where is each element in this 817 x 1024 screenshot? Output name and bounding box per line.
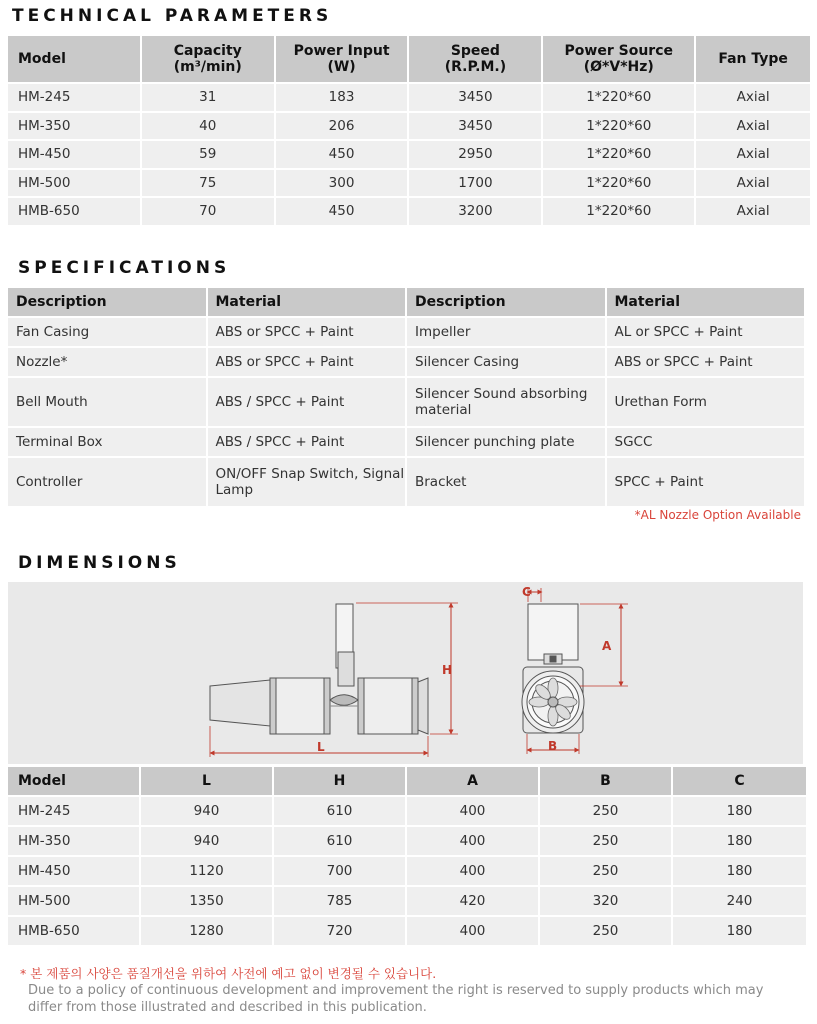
cell-model: HM-500 — [8, 170, 140, 197]
cell-b: 250 — [540, 857, 671, 885]
cell-speed: 3200 — [409, 198, 541, 225]
cell-b: 250 — [540, 797, 671, 825]
cell-fan-type: Axial — [696, 198, 810, 225]
cell-fan-type: Axial — [696, 113, 810, 140]
specifications-table — [6, 286, 806, 508]
header-power: Power Input (W) — [276, 36, 408, 82]
cell-l: 940 — [141, 827, 272, 855]
side-view — [210, 604, 428, 734]
cell-model: HM-500 — [8, 887, 139, 915]
cell-b: 250 — [540, 917, 671, 945]
cell-material: ABS / SPCC + Paint — [208, 378, 406, 426]
cell-h: 610 — [274, 797, 405, 825]
header-capacity: Capacity (m³/min) — [142, 36, 274, 82]
footer-korean-note: * 본 제품의 사양은 품질개선을 위하여 사전에 예고 없이 변경될 수 있습니다. — [20, 966, 437, 981]
cell-l: 1120 — [141, 857, 272, 885]
table-row — [8, 887, 806, 915]
cell-b: 250 — [540, 827, 671, 855]
cell-material: SGCC — [607, 428, 805, 456]
header-speed-unit: (R.P.M.) — [444, 59, 507, 75]
cell-l: 1280 — [141, 917, 272, 945]
table-row — [8, 428, 804, 456]
cell-material: AL or SPCC + Paint — [607, 318, 805, 346]
header-model: Model — [8, 767, 139, 795]
cell-power: 206 — [276, 113, 408, 140]
dimensions-diagram — [8, 582, 803, 764]
cell-description: Fan Casing — [8, 318, 206, 346]
terminal-box — [528, 604, 578, 660]
cell-description: Impeller — [407, 318, 605, 346]
cell-model: HM-245 — [8, 84, 140, 111]
cell-a: 420 — [407, 887, 538, 915]
table-row — [8, 170, 810, 197]
cell-material: ABS or SPCC + Paint — [607, 348, 805, 376]
header-model: Model — [8, 36, 140, 82]
table-row — [8, 141, 810, 168]
cell-source: 1*220*60 — [543, 113, 694, 140]
cell-c: 180 — [673, 797, 806, 825]
cell-c: 180 — [673, 827, 806, 855]
cell-description: Bell Mouth — [8, 378, 206, 426]
impeller-shape — [330, 695, 358, 706]
cell-model: HM-350 — [8, 113, 140, 140]
cell-capacity: 40 — [142, 113, 274, 140]
cell-model: HMB-650 — [8, 917, 139, 945]
cell-c: 180 — [673, 917, 806, 945]
cell-l: 1350 — [141, 887, 272, 915]
header-speed: Speed (R.P.M.) — [409, 36, 541, 82]
dimension-label-h: H — [442, 663, 453, 677]
cell-h: 700 — [274, 857, 405, 885]
cell-capacity: 70 — [142, 198, 274, 225]
cell-description: Nozzle* — [8, 348, 206, 376]
cell-material: Urethan Form — [607, 378, 805, 426]
cell-description: Silencer Casing — [407, 348, 605, 376]
dimension-label-a: A — [602, 639, 612, 653]
cell-model: HM-450 — [8, 141, 140, 168]
table-row — [8, 348, 804, 376]
cell-speed: 1700 — [409, 170, 541, 197]
silencer-casing — [358, 678, 418, 734]
table-header-row — [8, 767, 806, 795]
cell-power: 300 — [276, 170, 408, 197]
specifications-title: SPECIFICATIONS — [18, 258, 231, 278]
header-h: H — [274, 767, 405, 795]
dimensions-title: DIMENSIONS — [18, 553, 181, 573]
table-row — [8, 827, 806, 855]
cell-a: 400 — [407, 857, 538, 885]
bell-mouth-shape — [418, 678, 428, 734]
cell-fan-type: Axial — [696, 84, 810, 111]
cell-a: 400 — [407, 827, 538, 855]
dimension-label-c: C — [522, 585, 531, 599]
header-description: Description — [407, 288, 605, 316]
cell-material: ABS / SPCC + Paint — [208, 428, 406, 456]
header-source-unit: (Ø*V*Hz) — [583, 59, 654, 75]
header-a: A — [407, 767, 538, 795]
cell-speed: 3450 — [409, 84, 541, 111]
cell-capacity: 75 — [142, 170, 274, 197]
dimensions-table — [6, 765, 808, 947]
cell-l: 940 — [141, 797, 272, 825]
table-header-row — [8, 288, 804, 316]
table-row — [8, 917, 806, 945]
table-row — [8, 857, 806, 885]
cell-source: 1*220*60 — [543, 198, 694, 225]
table-row — [8, 198, 810, 225]
cell-h: 785 — [274, 887, 405, 915]
table-header-row — [8, 36, 810, 82]
bracket — [338, 652, 354, 686]
fan-drawing — [8, 582, 803, 764]
cell-description: Terminal Box — [8, 428, 206, 456]
cell-h: 720 — [274, 917, 405, 945]
nozzle-shape — [210, 680, 270, 726]
technical-parameters-title: TECHNICAL PARAMETERS — [12, 6, 333, 26]
table-row — [8, 378, 804, 426]
cell-speed: 3450 — [409, 113, 541, 140]
cell-model: HM-245 — [8, 797, 139, 825]
cell-source: 1*220*60 — [543, 141, 694, 168]
cell-model: HM-350 — [8, 827, 139, 855]
cell-power: 183 — [276, 84, 408, 111]
cell-h: 610 — [274, 827, 405, 855]
header-material: Material — [208, 288, 406, 316]
footer-disclaimer: Due to a policy of continuous development and improvement the right is reserved to supply products which may differ from those illustrated and described in this publication. — [28, 983, 764, 1015]
table-row — [8, 318, 804, 346]
cell-fan-type: Axial — [696, 141, 810, 168]
cell-speed: 2950 — [409, 141, 541, 168]
technical-parameters-table — [6, 34, 812, 227]
cell-source: 1*220*60 — [543, 84, 694, 111]
header-l: L — [141, 767, 272, 795]
front-view — [522, 604, 584, 733]
header-c: C — [673, 767, 806, 795]
table-row — [8, 458, 804, 506]
table-row — [8, 84, 810, 111]
header-description: Description — [8, 288, 206, 316]
cell-model: HMB-650 — [8, 198, 140, 225]
nozzle-option-note: *AL Nozzle Option Available — [634, 508, 801, 522]
dimension-label-l: L — [317, 740, 325, 754]
fan-casing — [270, 678, 330, 734]
header-material: Material — [607, 288, 805, 316]
dimension-label-b: B — [548, 739, 558, 753]
cell-description: Silencer punching plate — [407, 428, 605, 456]
header-b: B — [540, 767, 671, 795]
header-fan-type: Fan Type — [696, 36, 810, 82]
cell-description: Bracket — [407, 458, 605, 506]
header-power-unit: (W) — [327, 59, 356, 75]
header-capacity-unit: (m³/min) — [173, 59, 242, 75]
side-dimensions — [210, 603, 458, 757]
cell-material: ABS or SPCC + Paint — [208, 318, 406, 346]
cell-power: 450 — [276, 198, 408, 225]
cell-source: 1*220*60 — [543, 170, 694, 197]
cell-capacity: 31 — [142, 84, 274, 111]
header-source: Power Source (Ø*V*Hz) — [543, 36, 694, 82]
cell-c: 180 — [673, 857, 806, 885]
cell-capacity: 59 — [142, 141, 274, 168]
cell-b: 320 — [540, 887, 671, 915]
cell-a: 400 — [407, 917, 538, 945]
table-row — [8, 113, 810, 140]
table-row — [8, 797, 806, 825]
cell-description: Controller — [8, 458, 206, 506]
cell-material: ON/OFF Snap Switch, Signal Lamp — [208, 458, 406, 506]
cell-fan-type: Axial — [696, 170, 810, 197]
cell-power: 450 — [276, 141, 408, 168]
cell-c: 240 — [673, 887, 806, 915]
cell-material: SPCC + Paint — [607, 458, 805, 506]
cell-description: Silencer Sound absorbing material — [407, 378, 605, 426]
cell-material: ABS or SPCC + Paint — [208, 348, 406, 376]
cell-a: 400 — [407, 797, 538, 825]
cell-model: HM-450 — [8, 857, 139, 885]
